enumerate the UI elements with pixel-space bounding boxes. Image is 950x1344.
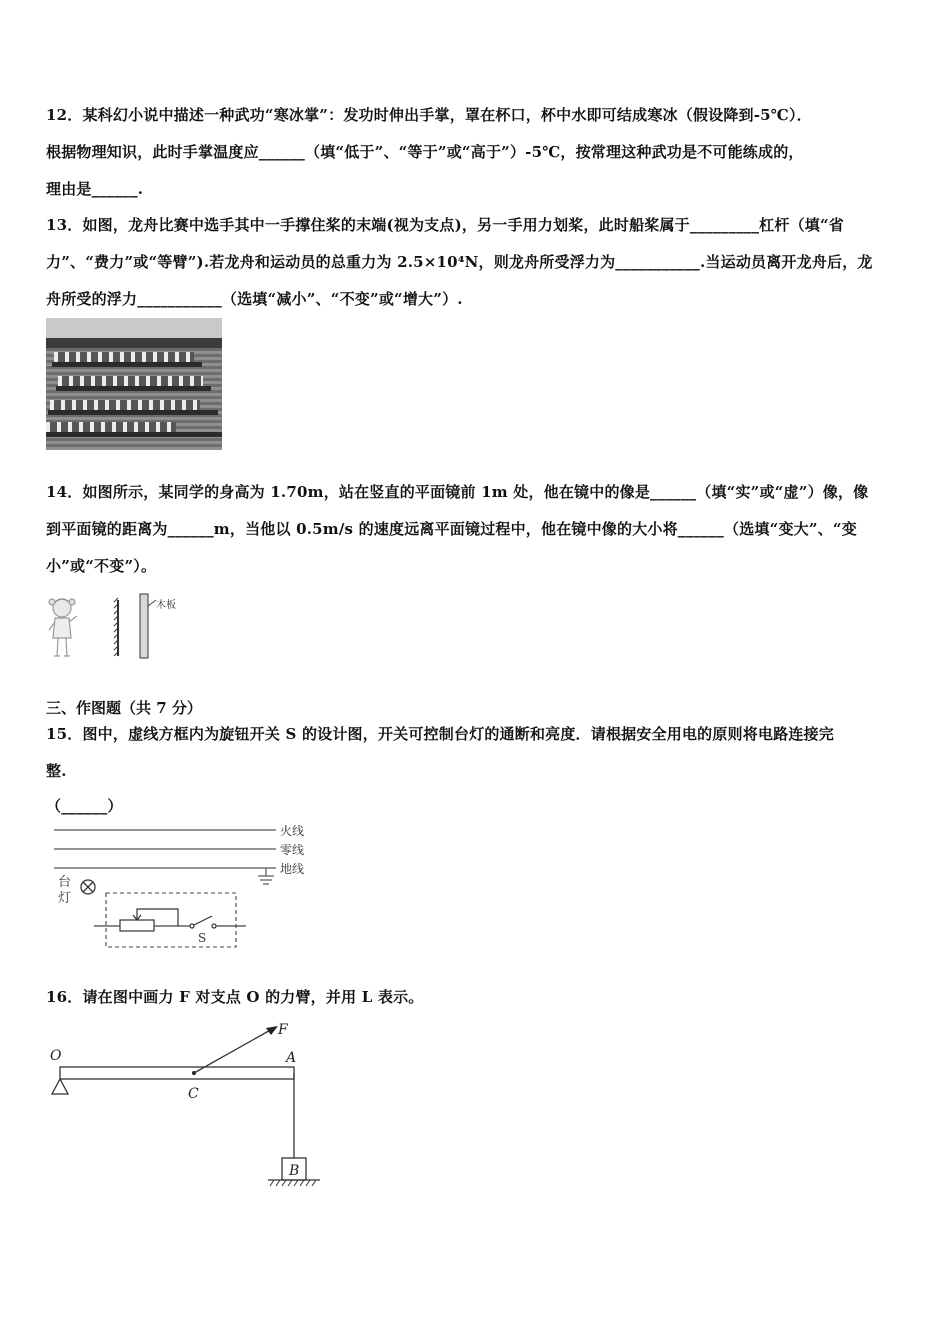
lever-bar	[60, 1067, 294, 1079]
circuit-figure	[44, 820, 324, 950]
mirror-icon	[114, 598, 118, 656]
q14-line-2: 到平面镜的距离为______m，当他以 0.5m/s 的速度远离平面镜过程中，他在镜中像的大小将______（选填“变大”、“变	[46, 520, 857, 538]
arrow-icon	[266, 1026, 278, 1035]
q15-line-1: 15．图中，虚线方框内为旋钮开关 S 的设计图，开关可控制台灯的通断和亮度．请根据安全用电的原则将电路连接完	[46, 725, 834, 743]
pivot-icon	[52, 1079, 68, 1094]
q13-line-2: 力”、“费力”或“等臂”).若龙舟和运动员的总重力为 2.5×10⁴N，则龙舟所受浮力为___________.当运动员离开龙舟后，龙	[46, 253, 873, 271]
label-b: B	[289, 1163, 300, 1179]
label-c: C	[188, 1086, 199, 1102]
q13-line-1: 13．如图，龙舟比赛中选手其中一手撑住桨的末端(视为支点)，另一手用力划桨，此时船桨属于_________杠杆（填“省	[46, 216, 845, 234]
live-wire-label: 火线	[280, 824, 305, 838]
q13-line-3: 舟所受的浮力___________（选填“减小”、“不变”或“增大”）.	[46, 290, 463, 308]
q12-line-1: 12．某科幻小说中描述一种武功“寒冰掌”：发功时伸出手掌，罩在杯口，杯中水即可结成寒冰（假设降到-5℃）．	[46, 106, 812, 124]
dragon-boat-photo	[46, 318, 222, 450]
ground-wire-label: 地线	[280, 862, 305, 876]
q12-line-3: 理由是______.	[46, 180, 144, 198]
neutral-wire-label: 零线	[280, 843, 305, 857]
force-f-line	[194, 1028, 274, 1073]
ground-hatch	[270, 1180, 316, 1186]
label-o: O	[50, 1048, 62, 1064]
lamp-label-1: 台	[58, 875, 72, 890]
lamp-icon	[81, 880, 95, 894]
mirror-figure	[44, 592, 194, 664]
wood-board	[140, 594, 148, 658]
q14-line-3: 小”或“不变”）。	[46, 557, 157, 575]
girl-icon	[49, 599, 77, 656]
q14-line-1: 14．如图所示，某同学的身高为 1.70m，站在竖直的平面镜前 1m 处，他在镜中的像是______（填“实”或“虚”）像，像	[46, 483, 869, 501]
lamp-label-2: 灯	[58, 891, 72, 906]
rheostat-icon	[120, 920, 154, 931]
q15-answer-blank: （______）	[46, 797, 123, 815]
lever-figure	[40, 1012, 330, 1194]
board-label: 木板	[156, 600, 176, 611]
label-f: F	[278, 1022, 288, 1038]
q16-line-1: 16．请在图中画力 F 对支点 O 的力臂，并用 L 表示。	[46, 988, 424, 1006]
switch-icon	[190, 916, 216, 928]
q12-line-2: 根据物理知识，此时手掌温度应______（填“低于”、“等于”或“高于”）-5℃，按常理这种武功是不可能练成的，	[46, 143, 804, 161]
switch-label: S	[198, 931, 207, 945]
q15-line-2: 整.	[46, 762, 67, 780]
section-3-title: 三、作图题（共 7 分）	[46, 699, 202, 717]
ground-symbol-icon	[258, 868, 274, 884]
label-a: A	[286, 1050, 297, 1066]
